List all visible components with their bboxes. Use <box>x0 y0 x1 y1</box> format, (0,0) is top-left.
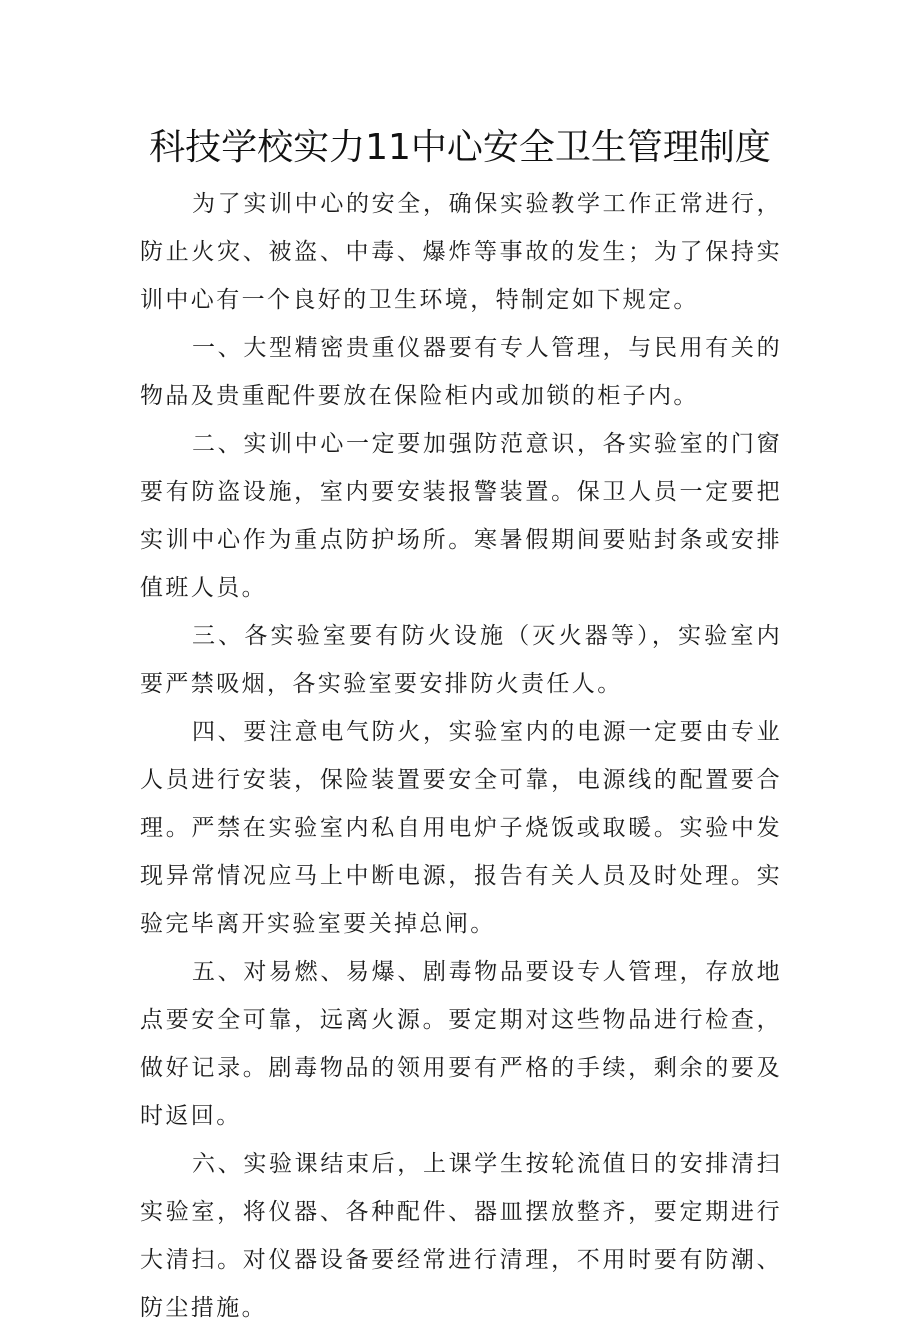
paragraph-rule-3: 三、各实验室要有防火设施（灭火器等），实验室内要严禁吸烟，各实验室要安排防火责任人。 <box>140 623 782 697</box>
paragraph-intro: 为了实训中心的安全，确保实验教学工作正常进行，防止火灾、被盗、中毒、爆炸等事故的发生；为了保持实训中心有一个良好的卫生环境，特制定如下规定。 <box>140 191 782 313</box>
paragraph-rule-6: 六、实验课结束后，上课学生按轮流值日的安排清扫实验室，将仪器、各种配件、器皿摆放整齐，要定期进行大清扫。对仪器设备要经常进行清理，不用时要有防潮、防尘措施。 <box>140 1151 782 1321</box>
paragraph-rule-5: 五、对易燃、易爆、剧毒物品要设专人管理，存放地点要安全可靠，远离火源。要定期对这些物品进行检查，做好记录。剧毒物品的领用要有严格的手续，剩余的要及时返回。 <box>140 959 782 1129</box>
document-body <box>140 180 782 1332</box>
paragraph-rule-2: 二、实训中心一定要加强防范意识，各实验室的门窗要有防盗设施，室内要安装报警装置。保卫人员一定要把实训中心作为重点防护场所。寒暑假期间要贴封条或安排值班人员。 <box>140 431 782 601</box>
document-title: 科技学校实力11中心安全卫生管理制度 <box>149 127 771 168</box>
paragraph-rule-1: 一、大型精密贵重仪器要有专人管理，与民用有关的物品及贵重配件要放在保险柜内或加锁的柜子内。 <box>140 335 782 409</box>
paragraph-rule-4: 四、要注意电气防火，实验室内的电源一定要由专业人员进行安装，保险装置要安全可靠，电源线的配置要合理。严禁在实验室内私自用电炉子烧饭或取暖。实验中发现异常情况应马上中断电源，报告有关人员及时处理。实验完毕离开实验室要关掉总闸。 <box>140 719 782 937</box>
